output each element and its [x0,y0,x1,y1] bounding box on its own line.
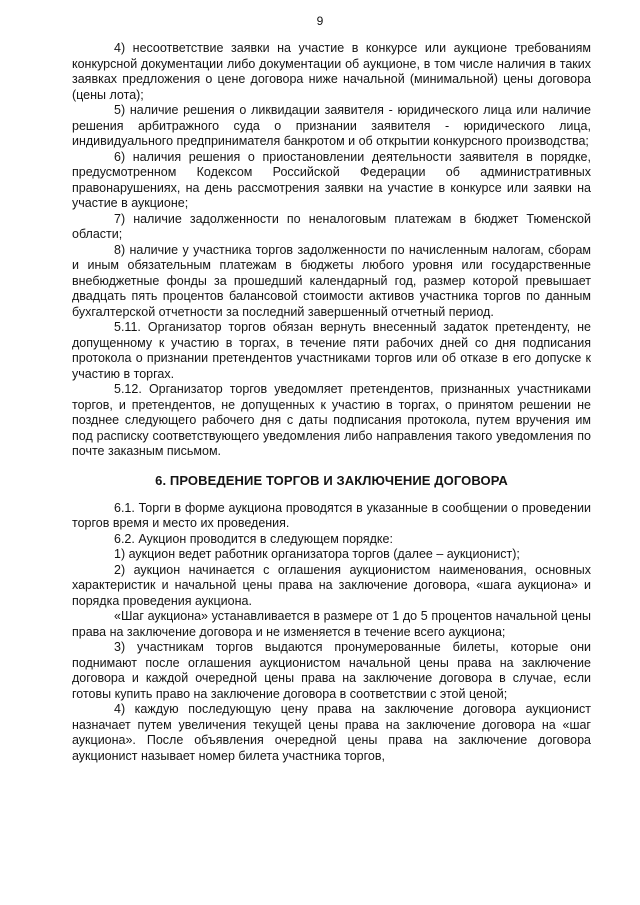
list-item-8: 8) наличие у участника торгов задолженности по начисленным налогам, сборам и иным обязательным платежам в бюджеты любого уровня или государственные внебюджетные фонды за прошедший календарный год, размер которой превышает двадцать пять процентов балансовой стоимости активов участника торгов по данным бухгалтерской отчетности за последний завершенный отчетный период. [72,242,591,319]
list-item-6: 6) наличия решения о приостановлении деятельности заявителя в порядке, предусмотренном Кодексом Российской Федерации об административных правонарушениях, на день рассмотрения заявки на участие в конкурсе или заявки на участие в аукционе; [72,149,591,210]
list-item-7: 7) наличие задолженности по неналоговым платежам в бюджет Тюменской области; [72,211,591,241]
clause-6-2: 6.2. Аукцион проводится в следующем порядке: [114,531,393,546]
clause-5-12: 5.12. Организатор торгов уведомляет претендентов, признанных участниками торгов, и претендентов, не допущенных к участию в торгах, о принятом решении не позднее следующего рабочего дня с даты подписания протокола, путем вручения им под расписку соответствующего уведомления либо направления такого уведомления по почте заказным письмом. [72,382,591,458]
procedure-item-4: 4) каждую последующую цену права на заключение договора аукционист назначает путем увеличения текущей цены права на заключение договора на «шаг аукциона». После объявления очередной цены права на заключение договора аукционист называет номер билета участника торгов, [72,702,591,763]
procedure-item-3: 3) участникам торгов выдаются пронумерованные билеты, которые они поднимают после оглашения аукционистом начальной цены права на заключение договора и каждой очередной цены права на заключение договора в случае, если готовы купить право на заключение договора в соответствии с этой ценой; [72,640,591,701]
document-body [72,41,591,764]
procedure-item-1: 1) аукцион ведет работник организатора торгов (далее – аукционист); [114,547,520,561]
auction-step-paragraph: «Шаг аукциона» устанавливается в размере от 1 до 5 процентов начальной цены права на заключение договора и не изменяется в течение всего аукциона; [72,609,591,639]
list-item-5: 5) наличие решения о ликвидации заявителя - юридического лица или наличие решения арбитражного суда о признании заявителя - юридического лица, индивидуального предпринимателя банкротом и об открытии конкурсного производства; [72,103,591,148]
clause-6-1: 6.1. Торги в форме аукциона проводятся в указанные в сообщении о проведении торгов время и место их проведения. [72,500,591,530]
list-item-4: 4) несоответствие заявки на участие в конкурсе или аукционе требованиям конкурсной документации либо документации об аукционе, в том числе наличия в таких заявках предложения о цене договора ниже начальной (минимальной) цены договора (цены лота); [72,41,591,102]
clause-5-11: 5.11. Организатор торгов обязан вернуть внесенный задаток претенденту, не допущенному к участию в торгах, в течение пяти рабочих дней со дня подписания протокола о признании претендентов участниками торгов или об отказе в его допуске к участию в торгах. [72,320,591,381]
section-heading: 6. ПРОВЕДЕНИЕ ТОРГОВ И ЗАКЛЮЧЕНИЕ ДОГОВОРА [155,472,508,488]
page-number: 9 [316,14,324,28]
procedure-item-2: 2) аукцион начинается с оглашения аукционистом наименования, основных характеристик и начальной цены права на заключение договора, «шага аукциона» и порядка проведения аукциона. [72,562,591,608]
